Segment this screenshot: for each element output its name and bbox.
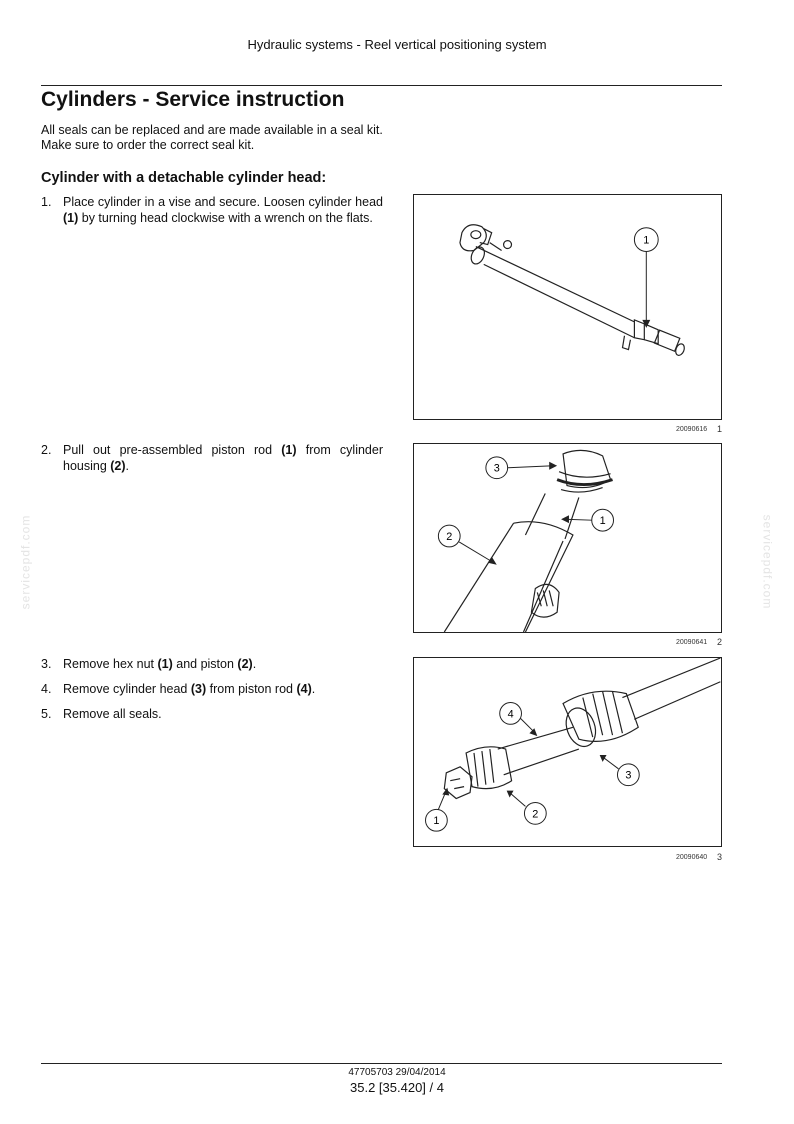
intro-line: All seals can be replaced and are made available in a seal kit.	[41, 123, 383, 137]
step-4	[41, 681, 383, 697]
callout-4	[500, 703, 538, 737]
svg-text:2: 2	[446, 530, 453, 543]
footer-rule	[41, 1063, 722, 1064]
step-1	[41, 194, 383, 226]
figure-1-id: 20090616	[676, 426, 708, 433]
figure-3-number: 3	[717, 852, 723, 862]
figure-2-id: 20090641	[676, 639, 708, 646]
page-title: Cylinders - Service instruction	[41, 88, 345, 111]
callout-2	[438, 525, 496, 565]
figure-3-id: 20090640	[676, 854, 708, 861]
callout-2	[507, 791, 547, 825]
callout-3	[486, 457, 557, 479]
step-text: Remove hex nut (1) and piston (2).	[63, 657, 257, 671]
callout-1	[634, 228, 658, 328]
step-text: Remove cylinder head (3) from piston rod (4).	[63, 682, 316, 696]
svg-text:3: 3	[493, 462, 500, 475]
step-text: Pull out pre-assembled piston rod (1) from cylinder housing (2).	[63, 443, 383, 473]
step-number: 5.	[41, 707, 52, 721]
step-5	[41, 706, 383, 722]
callout-3	[600, 755, 640, 786]
piston-rod-illustration	[414, 444, 721, 632]
step-number: 1.	[41, 195, 52, 209]
step-number: 2.	[41, 443, 52, 457]
step-2	[41, 442, 383, 474]
footer-doc-code: 47705703 29/04/2014	[348, 1067, 446, 1078]
figure-3	[413, 657, 722, 847]
figure-2-number: 2	[717, 637, 723, 647]
svg-text:2: 2	[532, 808, 539, 821]
svg-text:4: 4	[507, 708, 514, 721]
section-subheading: Cylinder with a detachable cylinder head:	[41, 170, 327, 186]
cylinder-illustration	[414, 195, 721, 419]
svg-text:1: 1	[599, 515, 606, 528]
step-text: Place cylinder in a vise and secure. Loosen cylinder head (1) by turning head clockwise with a wrench on the flats.	[63, 195, 383, 225]
step-number: 3.	[41, 657, 52, 671]
intro-line: Make sure to order the correct seal kit.	[41, 138, 255, 152]
cylinder-head-illustration	[414, 658, 721, 846]
step-number: 4.	[41, 682, 52, 696]
intro-paragraph	[41, 123, 441, 153]
step-3	[41, 656, 383, 672]
svg-text:1: 1	[433, 815, 440, 828]
svg-text:3: 3	[625, 769, 632, 782]
watermark-right: servicepdf.com	[760, 514, 775, 610]
figure-1-number: 1	[717, 424, 723, 434]
step-text: Remove all seals.	[63, 707, 162, 721]
header-rule	[41, 85, 722, 86]
footer-page-ref: 35.2 [35.420] / 4	[350, 1080, 444, 1095]
figure-1	[413, 194, 722, 420]
running-header: Hydraulic systems - Reel vertical positioning system	[247, 37, 547, 52]
watermark-left: servicepdf.com	[18, 514, 33, 610]
svg-text:1: 1	[643, 234, 650, 247]
callout-1	[426, 788, 450, 832]
figure-2	[413, 443, 722, 633]
